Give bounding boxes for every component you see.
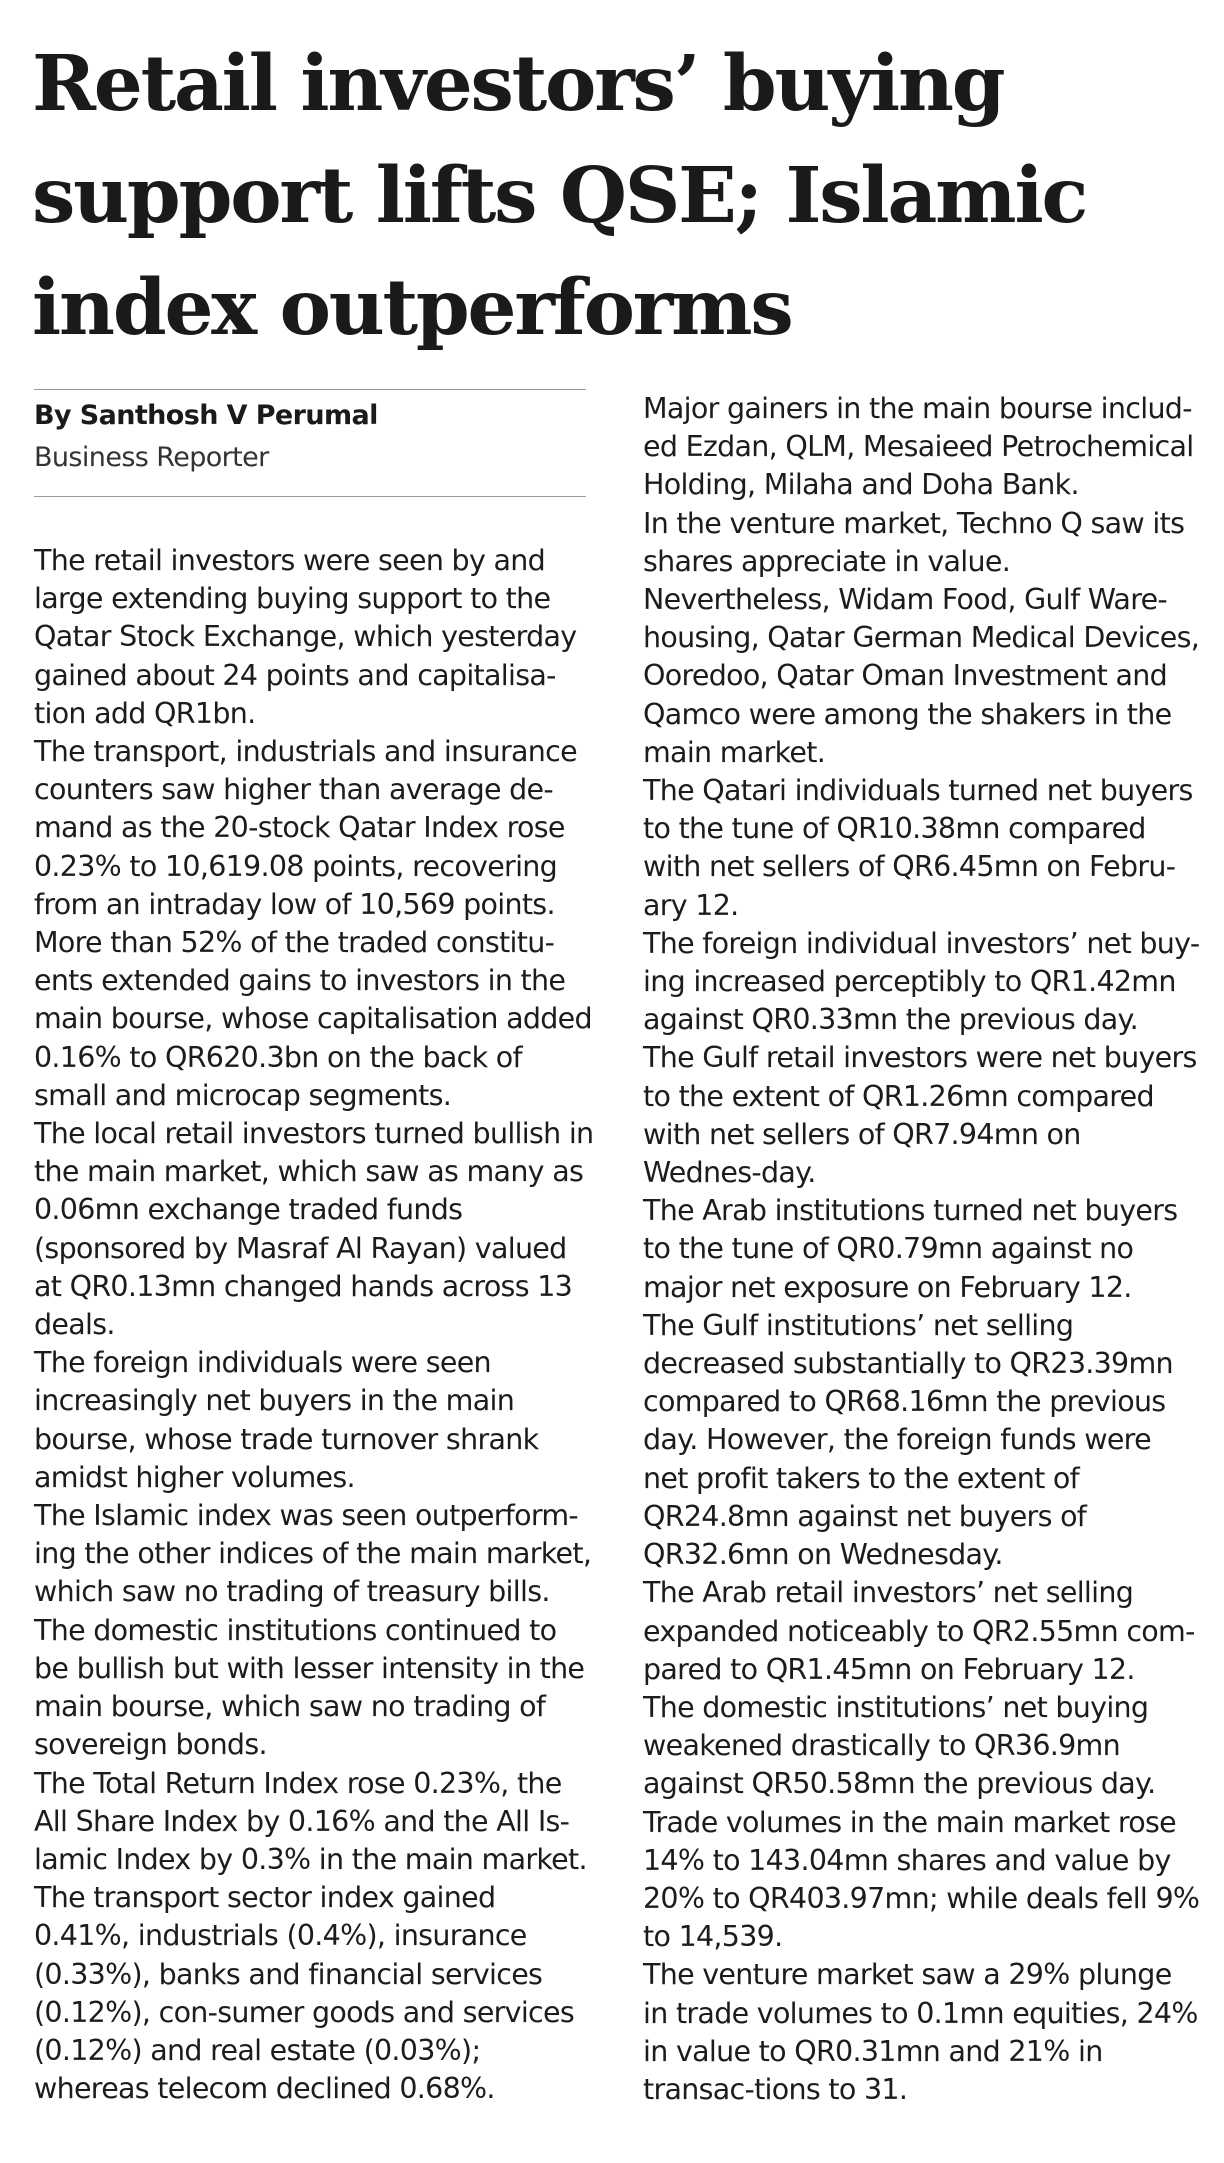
article-paragraph: The Gulf retail investors were net buyers to the extent of QR1.26mn compared with net sellers of QR7.94mn on Wednes-day.: [643, 1041, 1197, 1190]
byline-author: By Santhosh V Perumal: [34, 400, 378, 431]
article-paragraph: Trade volumes in the main market rose 14% to 143.04mn shares and value by 20% to QR403.97mn; while deals fell 9% to 14,539.: [643, 1805, 1200, 1954]
byline-role: Business Reporter: [34, 442, 269, 473]
article-column-right: [643, 390, 1203, 2109]
byline: [34, 389, 586, 497]
article-paragraph: The domestic institutions’ net buying weakened drastically to QR36.9mn against QR50.58mn the previous day.: [643, 1690, 1156, 1801]
article-paragraph: The Islamic index was seen outperform-ing the other indices of the main market, which saw no trading of treasury bills.: [34, 1499, 592, 1609]
article-paragraph: The local retail investors turned bullish in the main market, which saw as many as 0.06mn exchange traded funds (sponsored by Masraf Al Rayan) valued at QR0.13mn changed hands across 13 deals.: [34, 1117, 594, 1342]
article-paragraph: The foreign individuals were seen increasingly net buyers in the main bourse, whose trade turnover shrank amidst higher volumes.: [34, 1346, 539, 1494]
article-paragraph: In the venture market, Techno Q saw its shares appreciate in value.: [643, 506, 1185, 578]
article-column-left: [34, 542, 594, 2108]
article-paragraph: The foreign individual investors’ net buy-ing increased perceptibly to QR1.42mn against QR0.33mn the previous day.: [643, 926, 1200, 1037]
article-paragraph: The Arab retail investors’ net selling expanded noticeably to QR2.55mn com-pared to QR1.45mn on February 12.: [643, 1576, 1195, 1686]
article-paragraph: The Gulf institutions’ net selling decreased substantially to QR23.39mn compared to QR68.16mn the previous day. However, the foreign funds were net profit takers to the extent of QR24.8mn against net buyers of QR32.6mn on Wednesday.: [643, 1308, 1173, 1572]
article-paragraph: Major gainers in the main bourse includ-ed Ezdan, QLM, Mesaieed Petrochemical Holding, Milaha and Doha Bank.: [643, 392, 1194, 502]
article-paragraph: More than 52% of the traded constitu-ents extended gains to investors in the main bourse, whose capitalisation added 0.16% to QR620.3bn on the back of small and microcap segments.: [34, 926, 592, 1112]
article-paragraph: The Arab institutions turned net buyers to the tune of QR0.79mn against no major net exposure on February 12.: [643, 1194, 1178, 1304]
article-paragraph: The domestic institutions continued to be bullish but with lesser intensity in the main bourse, which saw no trading of sovereign bonds.: [34, 1613, 585, 1762]
article-paragraph: The transport, industrials and insurance counters saw higher than average de-mand as the 20-stock Qatar Index rose 0.23% to 10,619.08 points, recovering from an intraday low of 10,569 points.: [34, 735, 577, 921]
article-paragraph: The transport sector index gained 0.41%, industrials (0.4%), insurance (0.33%), banks and financial services (0.12%), con-sumer goods and services (0.12%) and real estate (0.03%); whereas telecom declined 0.68%.: [34, 1881, 575, 2106]
article-headline: Retail investors’ buying support lifts QSE; Islamic index outperforms: [32, 39, 1087, 353]
article-paragraph: The Qatari individuals turned net buyers to the tune of QR10.38mn compared with net sellers of QR6.45mn on Febru-ary 12.: [643, 774, 1193, 922]
article-paragraph: The Total Return Index rose 0.23%, the All Share Index by 0.16% and the All Is-lamic Index by 0.3% in the main market.: [34, 1766, 587, 1876]
article-paragraph: The venture market saw a 29% plunge in trade volumes to 0.1mn equities, 24% in value to QR0.31mn and 21% in transac-tions to 31.: [643, 1958, 1198, 2106]
article-paragraph: Nevertheless, Widam Food, Gulf Ware-housing, Qatar German Medical Devices, Ooredoo, Qatar Oman Investment and Qamco were among the shakers in the main market.: [643, 583, 1200, 769]
article-paragraph: The retail investors were seen by and large extending buying support to the Qatar Stock Exchange, which yesterday gained about 24 points and capitalisa-tion add QR1bn.: [34, 544, 577, 730]
